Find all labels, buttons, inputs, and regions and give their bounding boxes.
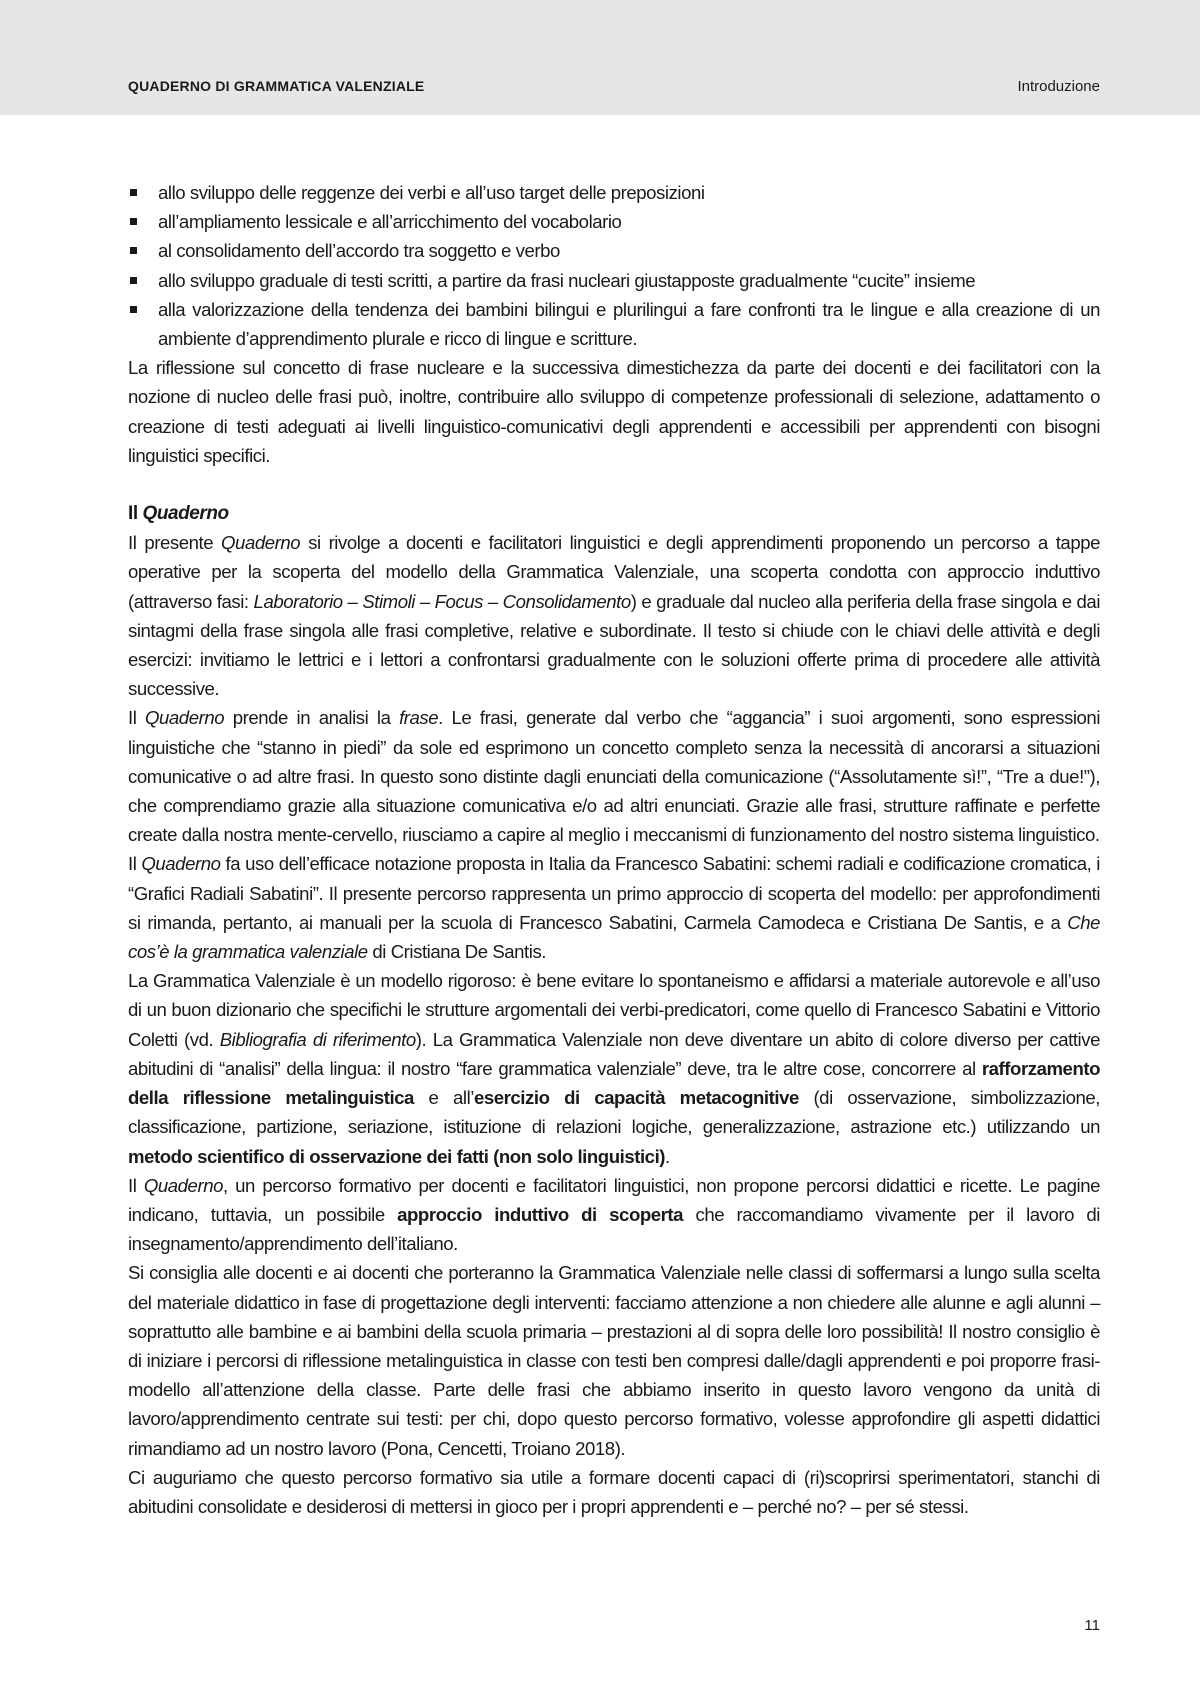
section-title: Introduzione — [1017, 78, 1100, 95]
text: La Grammatica Valenziale è un modello rigoroso: è bene evitare lo spontaneismo e affidarsi a materiale autorevole e all’uso di un buon dizionario che specifichi le strutture argomentali dei verbi-predicatori, come quello di Francesco Sabatini e Vittorio Coletti (vd. — [128, 970, 1100, 1050]
page-header — [0, 0, 1200, 115]
italic-text: Bibliografia di riferimento — [219, 1028, 416, 1050]
text: e all’ — [413, 1087, 474, 1109]
italic-text: Quaderno — [221, 532, 301, 554]
text: di Cristiana De Santis. — [367, 941, 547, 963]
text: ) e graduale dal nucleo alla periferia della frase singola e dai sintagmi della frase singola alle frasi completive, relative e subordinate. Il testo si chiude con le chiavi delle attività e degli esercizi: invitiamo le lettrici e i lettori a confrontarsi gradualmente con le soluzioni offerte prima di procedere alle attività successive. — [128, 590, 1100, 700]
paragraph-3 — [128, 849, 1100, 966]
text: (di osservazione, simbolizzazione, classificazione, partizione, seriazione, istituzione di relazioni logiche, generalizzazione, astrazione etc.) utilizzando un — [128, 1087, 1101, 1138]
list-item: all’ampliamento lessicale e all’arricchimento del vocabolario — [128, 207, 1100, 236]
paragraph-6: Si consiglia alle docenti e ai docenti che porteranno la Grammatica Valenziale nelle classi di soffermarsi a lungo sulla scelta del materiale didattico in fase di progettazione degli interventi: facciamo attenzione a non chiedere alle alunne e agli alunni – soprattutto alle bambine e ai bambini della scuola primaria – prestazioni al di sopra delle loro possibilità! Il nostro consiglio è di iniziare i percorsi di riflessione metalinguistica in classe con testi ben compresi dalle/dagli apprendenti e poi proporre frasi-modello all’attenzione della classe. Parte delle frasi che abbiamo inserito in questo lavoro vengono da unità di lavoro/apprendimento centrate sui testi: per chi, dopo questo percorso formativo, volesse approfondire gli aspetti didattici rimandiamo ad un nostro lavoro (Pona, Cencetti, Troiano 2018). — [128, 1262, 1100, 1459]
text: . — [665, 1145, 670, 1167]
paragraph-1 — [128, 528, 1100, 703]
italic-text: frase — [399, 707, 439, 729]
paragraph-2 — [128, 703, 1100, 849]
text: si rivolge a docenti e facilitatori linguistici e degli apprendimenti proponendo un percorso a tappe operative per la scoperta del modello della Grammatica Valenziale, una scoperta condotta con approccio induttivo (attraverso fasi: — [128, 532, 1101, 612]
italic-text: Quaderno — [143, 1174, 223, 1196]
italic-text: Quaderno — [141, 853, 221, 875]
text: . Le frasi, generate dal verbo che “aggancia” i suoi argomenti, sono espressioni linguistiche che “stanno in piedi” da sole ed esprimono un concetto completo senza la necessità di ancorarsi a situazioni comunicative o ad altre frasi. In questo sono distinte dagli enunciati della comunicazione (“Assolutamente sì!”, “Tre a due!”), che comprendiamo grazie alla situazione comunicativa e/o ad altri enunciati. Grazie alle frasi, strutture raffinate e perfette create dalla nostra mente-cervello, riusciamo a capire al meglio i meccanismi di funzionamento del nostro sistema linguistico. — [128, 707, 1100, 846]
page-number: 11 — [1084, 1617, 1100, 1634]
list-item: al consolidamento dell’accordo tra soggetto e verbo — [128, 236, 1100, 265]
heading-prefix: Il — [128, 503, 143, 525]
text: prende in analisi la — [224, 707, 400, 729]
italic-text: Laboratorio – Stimoli – Focus – Consolidamento — [253, 590, 631, 612]
text: Il — [128, 1174, 144, 1196]
italic-text: Quaderno — [145, 707, 225, 729]
intro-paragraph: La riflessione sul concetto di frase nucleare e la successiva dimestichezza da parte dei docenti e dei facilitatori con la nozione di nucleo delle frasi può, inoltre, contribuire allo sviluppo di competenze professionali di selezione, adattamento o creazione di testi adeguati ai livelli linguistico-comunicativi degli apprendenti e accessibili per apprendenti con bisogni linguistici specifici. — [128, 357, 1100, 466]
text: Il presente — [128, 532, 222, 554]
bold-text: metodo scientifico di osservazione dei fatti (non solo linguistici) — [128, 1145, 666, 1167]
text: fa uso dell’efficace notazione proposta in Italia da Francesco Sabatini: schemi radiali e codificazione cromatica, i “Grafici Radiali Sabatini”. Il presente percorso rappresenta un primo approccio di scoperta del modello: per approfondimenti si rimanda, pertanto, ai manuali per la scuola di Francesco Sabatini, Carmela Camodeca e Cristiana De Santis, e a — [128, 853, 1100, 933]
bold-text: rafforzamento della riflessione metalinguistica — [128, 1057, 1100, 1109]
section-heading — [128, 499, 1100, 528]
text: Il — [128, 707, 146, 729]
list-item: allo sviluppo delle reggenze dei verbi e all’uso target delle preposizioni — [128, 178, 1100, 207]
heading-title: Quaderno — [142, 503, 229, 525]
paragraph-4 — [128, 966, 1100, 1170]
list-item: alla valorizzazione della tendenza dei bambini bilingui e plurilingui a fare confronti tra le lingue e alla creazione di un ambiente d’apprendimento plurale e ricco di lingue e scritture. — [128, 295, 1100, 353]
list-item: allo sviluppo graduale di testi scritti, a partire da frasi nucleari giustapposte gradualmente “cucite” insieme — [128, 266, 1100, 295]
text: , un percorso formativo per docenti e facilitatori linguistici, non propone percorsi didattici e ricette. Le pagine indicano, tuttavia, un possibile — [128, 1174, 1100, 1225]
paragraph-7: Ci auguriamo che questo percorso formativo sia utile a formare docenti capaci di (ri)scoprirsi sperimentatori, stanchi di abitudini consolidate e desiderosi di mettersi in gioco per i propri apprendenti e – perché no? – per sé stessi. — [128, 1466, 1100, 1517]
bold-text: approccio induttivo di scoperta — [397, 1203, 684, 1225]
bullet-list — [128, 178, 1100, 353]
bold-text: esercizio di capacità metacognitive — [473, 1087, 799, 1109]
text: ). La Grammatica Valenziale non deve diventare un abito di colore diverso per cattive abitudini di “analisi” della lingua: il nostro “fare grammatica valenziale” deve, tra le altre cose, concorrere al — [128, 1028, 1100, 1079]
text: Il — [128, 853, 142, 875]
italic-text: Che cos’è la grammatica valenziale — [128, 911, 1100, 963]
paragraph-5 — [128, 1171, 1100, 1259]
text: che raccomandiamo vivamente per il lavoro di insegnamento/apprendimento dell’italiano. — [128, 1203, 1100, 1255]
document-title: QUADERNO DI GRAMMATICA VALENZIALE — [128, 78, 425, 94]
page-content — [128, 178, 1100, 1521]
